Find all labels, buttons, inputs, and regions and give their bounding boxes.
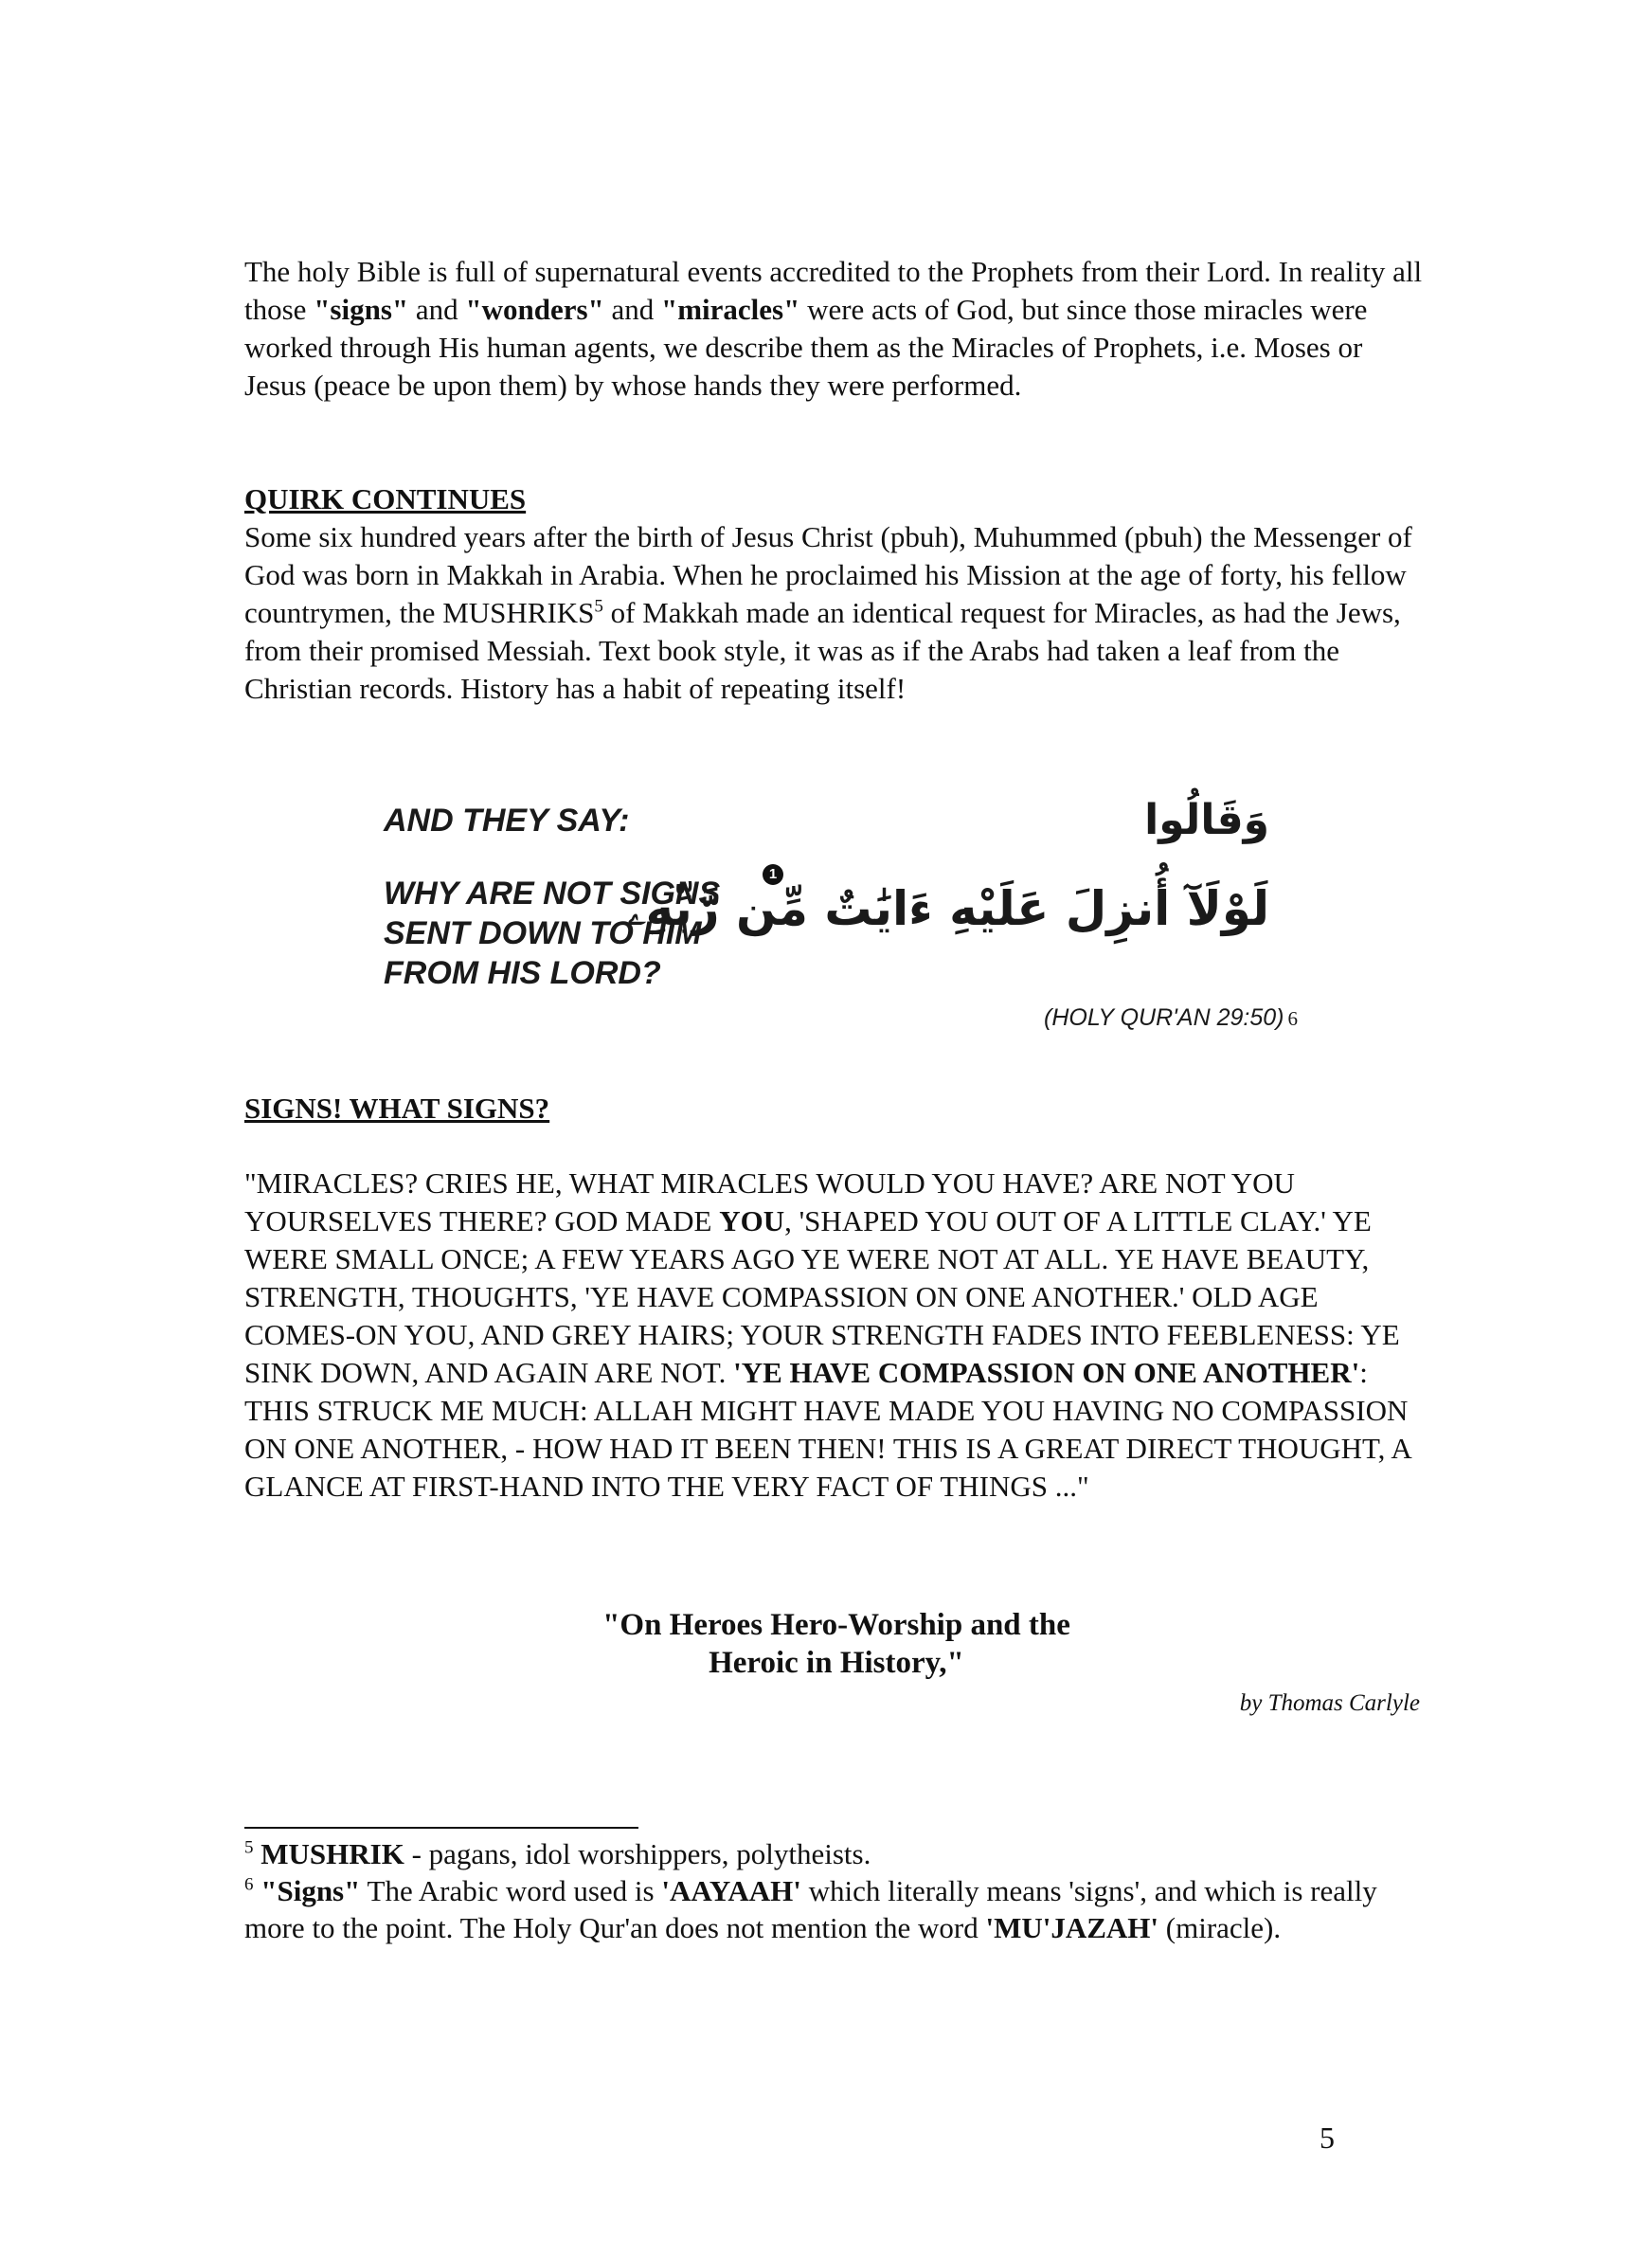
verse-line: SENT DOWN TO HIM (384, 915, 702, 951)
text-run: were acts of God, but since those miracles were worked through His human agents, we describe them as the Miracles of Prophets, i.e. Moses or Jesus (peace be upon them) by whose hands they were performed. (244, 293, 1368, 402)
verse-line: WHY ARE NOT SIGNS (384, 876, 721, 912)
footnote-text: which literally means 'signs', and which is really more to the point. The Holy Qur'an does not mention the word (244, 1874, 1377, 1944)
heading-quirk-continues: QUIRK CONTINUES (244, 482, 527, 515)
footnote-term: 'AAYAAH' (661, 1874, 801, 1907)
paragraph-muhummed-mission (244, 518, 1428, 708)
footnote-text: - pagans, idol worshippers, polytheists. (404, 1837, 871, 1870)
footnote-text: The Arabic word used is (360, 1874, 662, 1907)
footnote-term: "Signs" (260, 1874, 361, 1907)
verse-reference (1044, 1004, 1298, 1032)
text-run: The holy Bible is full of supernatural events accredited to the Prophets from their Lord. In reality all those (244, 255, 1423, 326)
page-number: 5 (1320, 2121, 1335, 2155)
bold-miracles: "miracles" (661, 293, 800, 326)
footnote-term: MUSHRIK (260, 1837, 404, 1870)
footnote-text: (miracle). (1158, 1911, 1282, 1944)
arabic-text-line-2: لَوْلَآ أُنزِلَ عَلَيْهِ ءَايَٰتٌ مِّن رَّبِّهِۦ (627, 881, 1269, 936)
text-run: and (603, 293, 661, 326)
footnotes (244, 1835, 1428, 1946)
footnote-number: 5 (244, 1837, 254, 1858)
citation-title-line-2: Heroic in History," (709, 1646, 964, 1680)
carlyle-quote (244, 1165, 1428, 1506)
text-run: "MIRACLES? CRIES HE, WHAT MIRACLES WOULD YOU HAVE? ARE NOT YOU YOURSELVES THERE? GOD MADE (244, 1166, 1295, 1237)
footnote-ref-5[interactable]: 5 (594, 596, 603, 617)
paragraph-bible-miracles (244, 253, 1428, 405)
verse-line: FROM HIS LORD? (384, 955, 661, 991)
reference-text: (HOLY QUR'AN 29:50) (1044, 1004, 1284, 1031)
arabic-text-line-1: وَقَالُوا (1144, 796, 1269, 844)
citation-title-line-1: "On Heroes Hero-Worship and the (602, 1608, 1070, 1642)
bold-compassion: 'YE HAVE COMPASSION ON ONE ANOTHER' (733, 1356, 1360, 1389)
footnote-5 (244, 1835, 1428, 1872)
text-run: : THIS STRUCK ME MUCH: ALLAH MIGHT HAVE MADE YOU HAVING NO COMPASSION ON ONE ANOTHER, - HOW HAD IT BEEN THEN! THIS IS A GREAT DIRECT THOUGHT, A GLANCE AT FIRST-HAND INTO THE VERY FACT OF THINGS ..." (244, 1356, 1411, 1503)
footnote-ref-6[interactable]: 6 (1287, 1007, 1298, 1030)
footnote-6 (244, 1872, 1428, 1946)
footnote-separator (244, 1827, 638, 1829)
verse-line-and-they-say: AND THEY SAY: (384, 803, 630, 839)
footnote-term: 'MU'JAZAH' (985, 1911, 1159, 1944)
text-run: and (408, 293, 466, 326)
footnote-number: 6 (244, 1874, 254, 1895)
citation-author: by Thomas Carlyle (1239, 1690, 1420, 1716)
citation-title (244, 1606, 1428, 1682)
bold-signs: "signs" (314, 293, 409, 326)
text-run: of Makkah made an identical request for Miracles, as had the Jews, from their promised Messiah. Text book style, it was as if the Arabs had taken a leaf from the Christian records. History has a habit of repeating itself! (244, 596, 1401, 705)
bold-wonders: "wonders" (465, 293, 604, 326)
heading-signs-what-signs: SIGNS! WHAT SIGNS? (244, 1092, 550, 1125)
text-run: Some six hundred years after the birth of Jesus Christ (pbuh), Muhummed (pbuh) the Messenger of God was born in Makkah in Arabia. When he proclaimed his Mission at the age of forty, his fellow countrymen, the MUSHRIKS (244, 520, 1412, 629)
verse-note-marker: 1 (763, 864, 783, 885)
text-run: , 'SHAPED YOU OUT OF A LITTLE CLAY.' YE WERE SMALL ONCE; A FEW YEARS AGO YE WERE NOT AT ALL. YE HAVE BEAUTY, STRENGTH, THOUGHTS, 'YE HAVE COMPASSION ON ONE ANOTHER.' OLD AGE COMES-ON YOU, AND GREY HAIRS; YOUR STRENGTH FADES INTO FEEBLENESS: YE SINK DOWN, AND AGAIN ARE NOT. (244, 1204, 1400, 1389)
bold-you: YOU (719, 1204, 785, 1237)
quran-verse-image (379, 796, 1307, 1042)
